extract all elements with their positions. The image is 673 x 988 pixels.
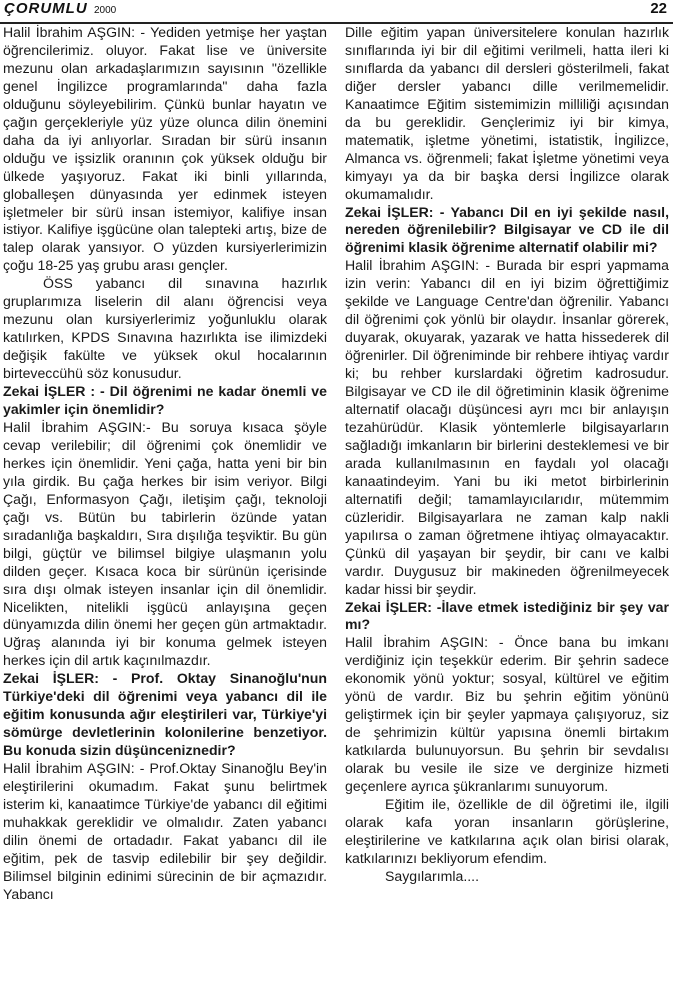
- interview-question: Zekai İŞLER : - Dil öğrenimi ne kadar önemli ve yakimler için önemlidir?: [3, 383, 327, 418]
- interview-question: Zekai İŞLER: -İlave etmek istediğiniz bir şey var mı?: [345, 598, 669, 633]
- interview-answer: Halil İbrahim AŞGIN: - Yediden yetmişe her yaştan öğrencilerimiz. oluyor. Fakat lise ve üniversite mezunu olan arkadaşlarımızın sayısının "özellikle genel İngilizce programlarında" daha fazla olduğunu söyleyebilirim. Çünkü bunlar hayatın ve çağın gerçekleriyle yüz yüze olunca dilin önemini daha da iyi anlıyorlar. Sıradan bir sürü insanın olduğu ve işsizlik oranının çok yüksek olduğu bir ülkede yaşıyoruz. Fakat iki binli yıllarında, globalleşen dünyasında yer edinmek isteyen işletmeler bir sürü insan istemiyor, kalifiye insan istiyor. Kalifiye işgücüne olan talepteki artış, bize de talep olarak yansıyor. O yüzden kursiyerlerimizin çoğu 18-25 yaş grubu arası gençler.: [3, 24, 327, 274]
- page-number: 22: [650, 0, 667, 17]
- magazine-logo: ÇORUMLU: [4, 0, 88, 17]
- interview-answer: Halil İbrahim AŞGIN: - Prof.Oktay Sinanoğlu Bey'in eleştirilerini okumadım. Fakat şunu belirtmek isterim ki, kanaatimce Türkiye'de yabancı dil eğitimi muhakkak gereklidir ve olmalıdır. Zaten yabancı dilin önemi de ortadadır. Fakat yabancı dil ile eğitim, pek de tasvip edilebilir bir şey değildir. Bilimsel bilginin edinimi sürecinin de bir açmazıdır. Yabancı: [3, 760, 327, 902]
- interview-question: Zekai İŞLER: - Yabancı Dil en iyi şekilde nasıl, nereden öğrenilebilir? Bilgisayar ve CD ile dil öğrenimi klasik öğrenime alternatif olabilir mi?: [345, 203, 669, 256]
- signoff: Saygılarımla....: [385, 867, 479, 884]
- left-text-column: [3, 24, 327, 904]
- interview-answer: Halil İbrahim AŞGIN:- Bu soruya kısaca şöyle cevap verilebilir; dil öğrenimi çok önemlidir ve herkes için önemlidir. Yeni çağa, hatta yeni bir bin yıla girdik. Bu çağa herkes bir isim veriyor. Bilgi Çağı, Enformasyon Çağı, iletişim çağı, teknoloji çağı vs. Bütün bu tabirlerin özünde yatan sıradanlığa başkaldırı, Sıra dışılığa teşviktir. Bu gün bilgi, güçtür ve bilimsel bilgiye ulaşmanın yolu dilden geçer. Kısaca koca bir sürünün içerisinde sıra dışı olmak isteyen insanlar için dil önemlidir. Nicelikten, nitelikli işgücü anlayışına geçen dünyamızda dilin önemi her geçen gün artmaktadır. Uğraş alanında iyi bir konuma gelmek isteyen herkes için dil artık kaçınılmazdır.: [3, 418, 327, 669]
- issue-year: 2000: [94, 5, 117, 16]
- indented-paragraph: Eğitim ile, özellikle de dil öğretimi ile, ilgili olarak kafa yoran insanların görüşlerine, eleştirilerine ve katkılarına açık olan birisi olarak, katkılarınızı bekliyorum efendim.: [345, 795, 669, 866]
- interview-question: Zekai İŞLER: - Prof. Oktay Sinanoğlu'nun Türkiye'deki dil öğrenimi veya yabancı dil ile eğitim konusunda ağır eleştirileri var, Türkiye'yi sömürge devletlerinin kolonilerine benzetiyor. Bu konuda sizin düşünceniznedir?: [3, 670, 327, 759]
- indented-paragraph: ÖSS yabancı dil sınavına hazırlık gruplarımıza liselerin dil alanı öğrencisi veya mezunu olan kursiyerlerimiz yoğunluklu olarak katılırken, KPDS Sınavına hazırlıkta ise ilimizdeki değişik fakülte ve yüksek okul hocalarının birteveccühü söz konusudur.: [3, 275, 327, 382]
- page-header: [0, 0, 673, 24]
- interview-answer: Dille eğitim yapan üniversitelere konulan hazırlık sınıflarında iyi bir dil eğitimi verilmeli, hatta ileri ki sınıflarda da yabancı dil dersleri gösterilmeli, fakat diğer dersler yabancı dille verilmemelidir. Kanaatimce Eğitim sistemimizin milliliği açısından da bu gereklidir. Gençlerimiz iyi bir kimya, matematik, işletme yönetimi, istatistik, İngilizce, Almanca vs. öğrenmeli; fakat İşletme yönetimi veya kimyayı ya da bir başka dersi İngilizce olarak okumamalıdır.: [345, 24, 669, 202]
- interview-answer: Halil İbrahim AŞGIN: - Önce bana bu imkanı verdiğiniz için teşekkür ederim. Bir şehrin sadece ekonomik yönü yoktur; sosyal, kültürel ve eğitim yönü de vardır. Biz bu şehrin eğitim yönünü geliştirmek için bir şeyler yapmaya çalışıyoruz, siz de şehrimizin kültür yapısına önemli birtakım katkılarda bulunuyorsun. Bu şehrin bir sevdalısı olarak bu vesile ile size ve derginize hizmeti geçenlere ayrıca şükranlarımı sunuyorum.: [345, 634, 669, 795]
- right-text-column: [345, 24, 669, 886]
- interview-answer: Halil İbrahim AŞGIN: - Burada bir espri yapmama izin verin: Yabancı dil en iyi bizim öğrettiğimiz şekilde ve Language Centre'dan öğrenilir. Yabancı dil öğrenimi çok yönlü bir olaydır. İnsanlar görerek, duyarak, okuyarak, yazarak ve hatta hissederek dil öğrenirler. Dil öğreniminde bir rehbere ihtiyaç vardır ki; bu rehber kurslardaki öğretim kadrosudur. Bilgisayar ve CD ile dil öğretiminin klasik öğrenime alternatif olacağı düşüncesi ayrı mcı bir anlayışın tezahürüdür. Klasik yöntemlerle bilgisayarların sağladığı imkanların bir birlerini desteklemesi ve bir arada kullanılmasının en faydalı yol olacağı kanaatindeyim. Yani bu iki metot birbirlerinin alternatifi değil; tamamlayıcılarıdır, mütemmim cüzleridir. Bilgisayarlara ne zaman kalp nakli yapılırsa o zaman öğretmene ihtiyaç olmayacaktır. Çünkü dil yaşayan bir şeydir, bir canı ve kalbi vardır. Duygusuz bir makineden öğrenilmeyecek kadar hissi bir şeydir.: [345, 257, 669, 597]
